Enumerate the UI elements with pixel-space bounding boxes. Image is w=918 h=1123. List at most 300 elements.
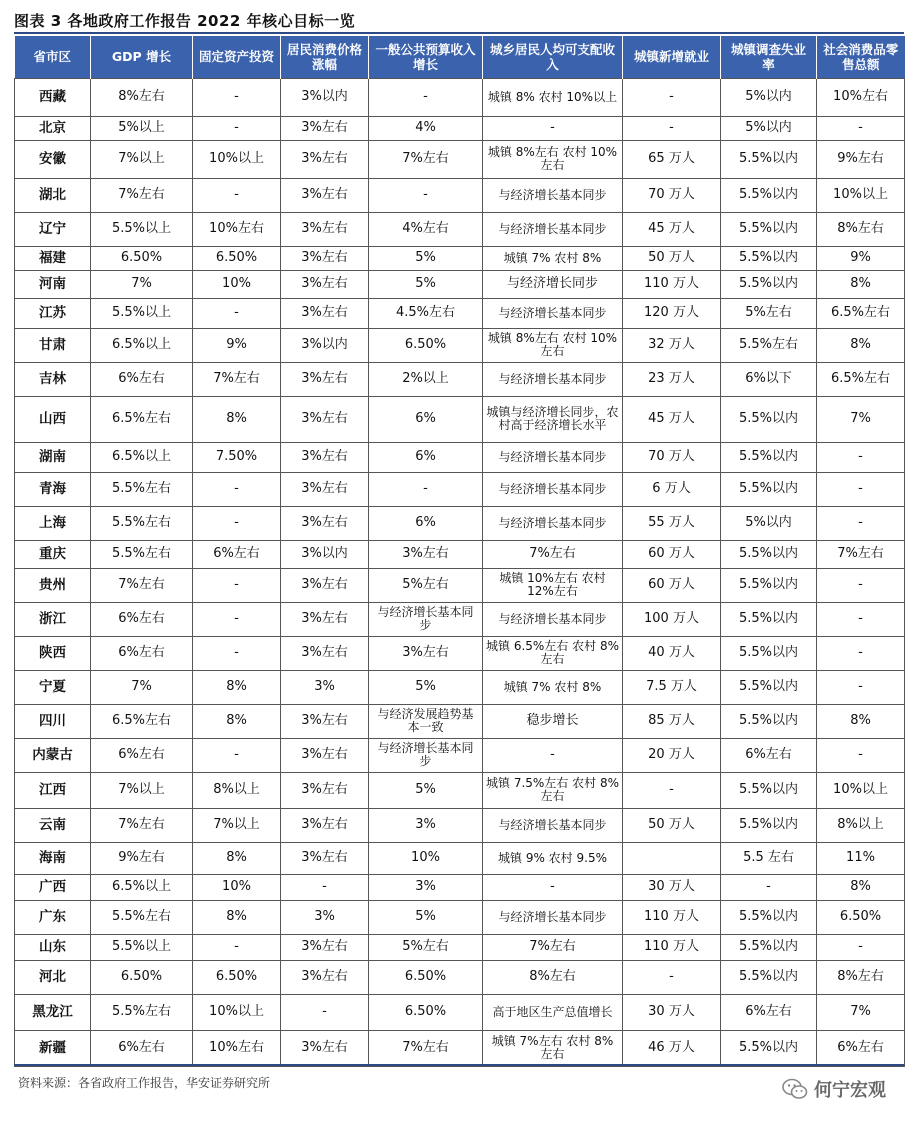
table-cell: 3%左右 xyxy=(281,738,369,772)
table-cell: 城镇 7% 农村 8% xyxy=(483,246,623,270)
table-cell: 6.5%以上 xyxy=(91,328,193,362)
table-cell: 6%左右 xyxy=(91,636,193,670)
table-cell: - xyxy=(623,772,721,808)
table-cell: 32 万人 xyxy=(623,328,721,362)
table-cell: 城镇 9% 农村 9.5% xyxy=(483,842,623,874)
table-cell: 45 万人 xyxy=(623,212,721,246)
table-cell: 3%左右 xyxy=(369,636,483,670)
table-cell: 8%左右 xyxy=(483,960,623,994)
table-cell: 30 万人 xyxy=(623,874,721,900)
table-cell: 7%以上 xyxy=(91,140,193,178)
table-cell: 5.5%以内 xyxy=(721,960,817,994)
table-cell: - xyxy=(193,178,281,212)
table-cell: 与经济增长同步 xyxy=(483,270,623,298)
table-cell: 6.50% xyxy=(193,246,281,270)
table-row xyxy=(15,842,905,874)
column-header: 省市区 xyxy=(15,36,91,78)
column-header: 城镇新增就业 xyxy=(623,36,721,78)
table-cell: 与经济增长基本同步 xyxy=(483,442,623,472)
table-cell: 5.5%以内 xyxy=(721,934,817,960)
table-cell: 稳步增长 xyxy=(483,704,623,738)
table-cell: 6.5%左右 xyxy=(91,396,193,442)
table-cell: 120 万人 xyxy=(623,298,721,328)
table-cell: 5.5%以内 xyxy=(721,704,817,738)
table-cell: 城镇 10%左右 农村 12%左右 xyxy=(483,568,623,602)
province-cell: 辽宁 xyxy=(15,212,91,246)
figure-title: 图表 3 各地政府工作报告 2022 年核心目标一览 xyxy=(14,11,356,30)
table-cell: 30 万人 xyxy=(623,994,721,1030)
table-cell: - xyxy=(623,78,721,116)
table-cell: - xyxy=(193,116,281,140)
table-cell: 城镇 7%左右 农村 8%左右 xyxy=(483,1030,623,1066)
table-row xyxy=(15,472,905,506)
table-cell: 6%左右 xyxy=(91,362,193,396)
table-cell: 70 万人 xyxy=(623,178,721,212)
table-cell: 7.50% xyxy=(193,442,281,472)
table-cell: 9% xyxy=(817,246,905,270)
table-cell: 3%左右 xyxy=(281,704,369,738)
table-cell: 3%左右 xyxy=(281,472,369,506)
table-row xyxy=(15,900,905,934)
table-cell: - xyxy=(193,506,281,540)
province-cell: 甘肃 xyxy=(15,328,91,362)
table-cell: 10%以上 xyxy=(817,178,905,212)
table-row xyxy=(15,270,905,298)
table-cell: - xyxy=(193,472,281,506)
table-cell: 3%左右 xyxy=(281,808,369,842)
table-cell: 7% xyxy=(91,270,193,298)
table-cell: 10%左右 xyxy=(817,78,905,116)
table-row xyxy=(15,328,905,362)
table-cell: 100 万人 xyxy=(623,602,721,636)
table-cell: 8% xyxy=(193,842,281,874)
province-cell: 河南 xyxy=(15,270,91,298)
column-header: GDP 增长 xyxy=(91,36,193,78)
table-cell: 6.50% xyxy=(369,960,483,994)
table-cell: 7%左右 xyxy=(91,568,193,602)
province-cell: 江西 xyxy=(15,772,91,808)
table-cell: 5%左右 xyxy=(721,298,817,328)
table-cell: - xyxy=(817,636,905,670)
table-cell: 7%左右 xyxy=(369,140,483,178)
table-cell: - xyxy=(483,116,623,140)
province-cell: 广西 xyxy=(15,874,91,900)
column-header: 社会消费品零售总额 xyxy=(817,36,905,78)
table-cell: 与经济增长基本同步 xyxy=(369,738,483,772)
table-cell: 5.5%以内 xyxy=(721,178,817,212)
table-cell: - xyxy=(369,78,483,116)
table-cell: 10%以上 xyxy=(193,140,281,178)
province-cell: 黑龙江 xyxy=(15,994,91,1030)
table-cell: 8%以上 xyxy=(817,808,905,842)
province-cell: 内蒙古 xyxy=(15,738,91,772)
table-cell: 5.5%以内 xyxy=(721,472,817,506)
table-cell: 40 万人 xyxy=(623,636,721,670)
province-cell: 西藏 xyxy=(15,78,91,116)
table-cell: 5.5%左右 xyxy=(91,900,193,934)
table-cell: 7%左右 xyxy=(817,540,905,568)
table-cell: 6%左右 xyxy=(91,1030,193,1066)
table-row xyxy=(15,78,905,116)
table-cell: 与经济增长基本同步 xyxy=(483,298,623,328)
table-cell: - xyxy=(623,116,721,140)
table-cell: 3%左右 xyxy=(281,568,369,602)
table-cell: - xyxy=(817,506,905,540)
table-cell: 3%左右 xyxy=(281,772,369,808)
table-cell: 5.5%以内 xyxy=(721,540,817,568)
table-row xyxy=(15,540,905,568)
table-row xyxy=(15,994,905,1030)
table-cell: 3%左右 xyxy=(281,178,369,212)
table-cell: 与经济增长基本同步 xyxy=(369,602,483,636)
table-cell: 6%左右 xyxy=(721,738,817,772)
table-row xyxy=(15,636,905,670)
table-cell: 46 万人 xyxy=(623,1030,721,1066)
table-cell: 85 万人 xyxy=(623,704,721,738)
table-cell: 10%左右 xyxy=(193,1030,281,1066)
table-cell: 5.5%以上 xyxy=(91,934,193,960)
table-cell: 5.5%以内 xyxy=(721,568,817,602)
table-cell: 8%左右 xyxy=(91,78,193,116)
table-cell: 7% xyxy=(91,670,193,704)
table-cell: 3%左右 xyxy=(281,396,369,442)
table-cell: 与经济增长基本同步 xyxy=(483,808,623,842)
table-cell: 3%以内 xyxy=(281,540,369,568)
province-cell: 宁夏 xyxy=(15,670,91,704)
table-row xyxy=(15,704,905,738)
province-cell: 云南 xyxy=(15,808,91,842)
table-cell: 5.5%以内 xyxy=(721,900,817,934)
table-cell: 5.5%以上 xyxy=(91,298,193,328)
table-cell: - xyxy=(623,960,721,994)
table-cell: 城镇与经济增长同步，农村高于经济增长水平 xyxy=(483,396,623,442)
table-cell: 6.50% xyxy=(193,960,281,994)
table-cell: 65 万人 xyxy=(623,140,721,178)
table-cell: 6%左右 xyxy=(193,540,281,568)
table-row xyxy=(15,362,905,396)
table-cell: 10% xyxy=(369,842,483,874)
table-cell: 3%左右 xyxy=(281,1030,369,1066)
table-row xyxy=(15,960,905,994)
table-cell: 高于地区生产总值增长 xyxy=(483,994,623,1030)
table-cell: - xyxy=(193,738,281,772)
table-row xyxy=(15,396,905,442)
table-cell: 6%左右 xyxy=(817,1030,905,1066)
table-row xyxy=(15,670,905,704)
column-header: 居民消费价格涨幅 xyxy=(281,36,369,78)
table-cell: 6%左右 xyxy=(721,994,817,1030)
table-row xyxy=(15,602,905,636)
table-cell: 4%左右 xyxy=(369,212,483,246)
table-row xyxy=(15,178,905,212)
table-cell: 3% xyxy=(281,900,369,934)
table-cell: 55 万人 xyxy=(623,506,721,540)
table-cell: 6.5%以上 xyxy=(91,442,193,472)
table-cell: 3%左右 xyxy=(281,506,369,540)
table-cell: 3%左右 xyxy=(281,636,369,670)
table-cell: 3%左右 xyxy=(281,212,369,246)
table-cell: 7%以上 xyxy=(91,772,193,808)
table-cell: 11% xyxy=(817,842,905,874)
table-row xyxy=(15,246,905,270)
table-cell: - xyxy=(193,934,281,960)
table-cell: 3%左右 xyxy=(281,298,369,328)
table-cell: 城镇 8%左右 农村 10%左右 xyxy=(483,328,623,362)
table-cell: 5.5%以内 xyxy=(721,442,817,472)
table-row xyxy=(15,212,905,246)
table-cell: 3%左右 xyxy=(369,540,483,568)
table-cell: - xyxy=(817,116,905,140)
table-cell: 6.5%左右 xyxy=(817,298,905,328)
table-cell: 9% xyxy=(193,328,281,362)
table-cell: 6% xyxy=(369,396,483,442)
province-cell: 海南 xyxy=(15,842,91,874)
brand-name: 何宁宏观 xyxy=(814,1080,886,1101)
table-cell: 7% xyxy=(817,994,905,1030)
column-header: 固定资产投资 xyxy=(193,36,281,78)
table-row xyxy=(15,1030,905,1066)
province-cell: 广东 xyxy=(15,900,91,934)
table-row xyxy=(15,116,905,140)
table-cell: 8% xyxy=(193,396,281,442)
table-cell: 3%左右 xyxy=(281,602,369,636)
table-row xyxy=(15,442,905,472)
table-cell: 10% xyxy=(193,270,281,298)
table-cell: 5%左右 xyxy=(369,568,483,602)
province-cell: 福建 xyxy=(15,246,91,270)
table-row xyxy=(15,772,905,808)
table-cell: 4.5%左右 xyxy=(369,298,483,328)
table-cell: 10%以上 xyxy=(193,994,281,1030)
table-cell: 5% xyxy=(369,246,483,270)
table-cell: 7%左右 xyxy=(193,362,281,396)
table-cell: - xyxy=(817,568,905,602)
table-cell: 9%左右 xyxy=(817,140,905,178)
province-cell: 贵州 xyxy=(15,568,91,602)
table-cell: - xyxy=(193,636,281,670)
province-cell: 江苏 xyxy=(15,298,91,328)
table-cell: 3% xyxy=(369,808,483,842)
table-cell: 5.5%以内 xyxy=(721,270,817,298)
table-cell: 5.5%以内 xyxy=(721,670,817,704)
province-cell: 上海 xyxy=(15,506,91,540)
table-cell: 3%左右 xyxy=(281,442,369,472)
table-cell: - xyxy=(193,298,281,328)
table-cell: 8% xyxy=(817,874,905,900)
table-cell: 4% xyxy=(369,116,483,140)
table-cell: 与经济增长基本同步 xyxy=(483,900,623,934)
table-cell: 5.5%以内 xyxy=(721,396,817,442)
table-row xyxy=(15,506,905,540)
column-header: 一般公共预算收入增长 xyxy=(369,36,483,78)
table-cell: 6.5%左右 xyxy=(817,362,905,396)
footer xyxy=(14,1064,904,1101)
table-cell: 5% xyxy=(369,900,483,934)
table-cell: - xyxy=(281,874,369,900)
table-cell: 7%以上 xyxy=(193,808,281,842)
table-cell: 与经济增长基本同步 xyxy=(483,212,623,246)
table-cell: - xyxy=(483,874,623,900)
table-cell: 7% xyxy=(817,396,905,442)
table-cell: 6.50% xyxy=(91,246,193,270)
table-row xyxy=(15,738,905,772)
table-row xyxy=(15,934,905,960)
table-cell: 5.5%以内 xyxy=(721,140,817,178)
province-cell: 青海 xyxy=(15,472,91,506)
table-cell: 8% xyxy=(193,900,281,934)
table-cell: 5.5%左右 xyxy=(91,994,193,1030)
table-cell: - xyxy=(817,442,905,472)
table-cell: 5% xyxy=(369,270,483,298)
table-cell: 8% xyxy=(193,670,281,704)
table-cell: - xyxy=(817,670,905,704)
table-cell: 10%以上 xyxy=(817,772,905,808)
province-cell: 浙江 xyxy=(15,602,91,636)
table-cell: 3%左右 xyxy=(281,116,369,140)
table-row xyxy=(15,808,905,842)
table-body xyxy=(15,78,905,1066)
table-cell: 6.50% xyxy=(369,994,483,1030)
brand-watermark xyxy=(782,1076,886,1102)
table-cell: 50 万人 xyxy=(623,808,721,842)
table-cell xyxy=(623,842,721,874)
table-cell: 城镇 8% 农村 10%以上 xyxy=(483,78,623,116)
table-cell: 8% xyxy=(817,704,905,738)
table-cell: 2%以上 xyxy=(369,362,483,396)
table-row xyxy=(15,874,905,900)
table-cell: 5.5%以上 xyxy=(91,212,193,246)
table-cell: 3%左右 xyxy=(281,270,369,298)
table-cell: 与经济增长基本同步 xyxy=(483,472,623,506)
table-cell: - xyxy=(369,472,483,506)
table-cell: 6%左右 xyxy=(91,602,193,636)
province-cell: 新疆 xyxy=(15,1030,91,1066)
table-cell: 与经济增长基本同步 xyxy=(483,602,623,636)
table-cell: 5.5%以内 xyxy=(721,808,817,842)
province-cell: 湖北 xyxy=(15,178,91,212)
table-cell: 6.5%左右 xyxy=(91,704,193,738)
table-cell: 8% xyxy=(817,270,905,298)
table-cell: 5.5%左右 xyxy=(721,328,817,362)
table-cell: 与经济发展趋势基本一致 xyxy=(369,704,483,738)
province-cell: 山西 xyxy=(15,396,91,442)
table-cell: 110 万人 xyxy=(623,900,721,934)
table-cell: 5.5%左右 xyxy=(91,472,193,506)
province-cell: 山东 xyxy=(15,934,91,960)
table-cell: 5%以内 xyxy=(721,116,817,140)
table-cell: 6.50% xyxy=(369,328,483,362)
province-cell: 湖南 xyxy=(15,442,91,472)
table-cell: 60 万人 xyxy=(623,568,721,602)
table-cell: 5.5%左右 xyxy=(91,506,193,540)
table-cell: 3%左右 xyxy=(281,140,369,178)
table-cell: - xyxy=(817,602,905,636)
province-cell: 吉林 xyxy=(15,362,91,396)
table-cell: 6 万人 xyxy=(623,472,721,506)
table-cell: 城镇 7.5%左右 农村 8%左右 xyxy=(483,772,623,808)
table-cell: 45 万人 xyxy=(623,396,721,442)
table-cell: 8%左右 xyxy=(817,212,905,246)
table-cell: 3%左右 xyxy=(281,842,369,874)
table-cell: 6% xyxy=(369,506,483,540)
table-cell: - xyxy=(817,472,905,506)
table-cell: 与经济增长基本同步 xyxy=(483,506,623,540)
table-cell: 7%左右 xyxy=(483,540,623,568)
column-header: 城乡居民人均可支配收入 xyxy=(483,36,623,78)
table-cell: 110 万人 xyxy=(623,270,721,298)
table-cell: 5.5%以内 xyxy=(721,246,817,270)
table-cell: 3% xyxy=(369,874,483,900)
table-cell: - xyxy=(721,874,817,900)
table-cell: 6%左右 xyxy=(91,738,193,772)
table-cell: 8%左右 xyxy=(817,960,905,994)
table-row xyxy=(15,140,905,178)
table-cell: 110 万人 xyxy=(623,934,721,960)
province-cell: 重庆 xyxy=(15,540,91,568)
table-cell: 5%左右 xyxy=(369,934,483,960)
header-row xyxy=(15,36,905,78)
province-cell: 河北 xyxy=(15,960,91,994)
table-cell: 5.5%以内 xyxy=(721,602,817,636)
table-cell: 城镇 6.5%左右 农村 8%左右 xyxy=(483,636,623,670)
table-cell: 3%以内 xyxy=(281,78,369,116)
table-cell: 3% xyxy=(281,670,369,704)
table-cell: 3%左右 xyxy=(281,246,369,270)
table-cell: 3%左右 xyxy=(281,960,369,994)
table-cell: 城镇 8%左右 农村 10%左右 xyxy=(483,140,623,178)
table-header xyxy=(15,36,905,78)
table-cell: 20 万人 xyxy=(623,738,721,772)
table-cell: 5.5%以内 xyxy=(721,212,817,246)
table-cell: 城镇 7% 农村 8% xyxy=(483,670,623,704)
province-cell: 陕西 xyxy=(15,636,91,670)
table-cell: 与经济增长基本同步 xyxy=(483,362,623,396)
table-cell: 5% xyxy=(369,772,483,808)
targets-table xyxy=(14,36,905,1067)
province-cell: 安徽 xyxy=(15,140,91,178)
table-cell: - xyxy=(193,78,281,116)
table-cell: 8% xyxy=(193,704,281,738)
table-cell: 6.50% xyxy=(817,900,905,934)
table-cell: - xyxy=(281,994,369,1030)
table-cell: 23 万人 xyxy=(623,362,721,396)
table-cell: 7.5 万人 xyxy=(623,670,721,704)
table-cell: 8% xyxy=(817,328,905,362)
source-note: 资料来源：各省政府工作报告，华安证券研究所 xyxy=(18,1076,271,1090)
table-cell: 7%左右 xyxy=(91,178,193,212)
table-cell: 5%以上 xyxy=(91,116,193,140)
table-cell: - xyxy=(817,934,905,960)
table-cell: 10% xyxy=(193,874,281,900)
table-cell: - xyxy=(193,568,281,602)
title-bar xyxy=(14,8,904,34)
table-cell: 10%左右 xyxy=(193,212,281,246)
table-cell: 6% xyxy=(369,442,483,472)
table-cell: 5.5 左右 xyxy=(721,842,817,874)
table-cell: 6.5%以上 xyxy=(91,874,193,900)
table-cell: 7%左右 xyxy=(483,934,623,960)
table-cell: 7%左右 xyxy=(91,808,193,842)
table-cell: 70 万人 xyxy=(623,442,721,472)
province-cell: 四川 xyxy=(15,704,91,738)
table-cell: 6.50% xyxy=(91,960,193,994)
table-cell: 5%以内 xyxy=(721,78,817,116)
table-cell: 7%左右 xyxy=(369,1030,483,1066)
table-cell: 6%以下 xyxy=(721,362,817,396)
table-cell: - xyxy=(193,602,281,636)
table-cell: - xyxy=(817,738,905,772)
table-row xyxy=(15,568,905,602)
